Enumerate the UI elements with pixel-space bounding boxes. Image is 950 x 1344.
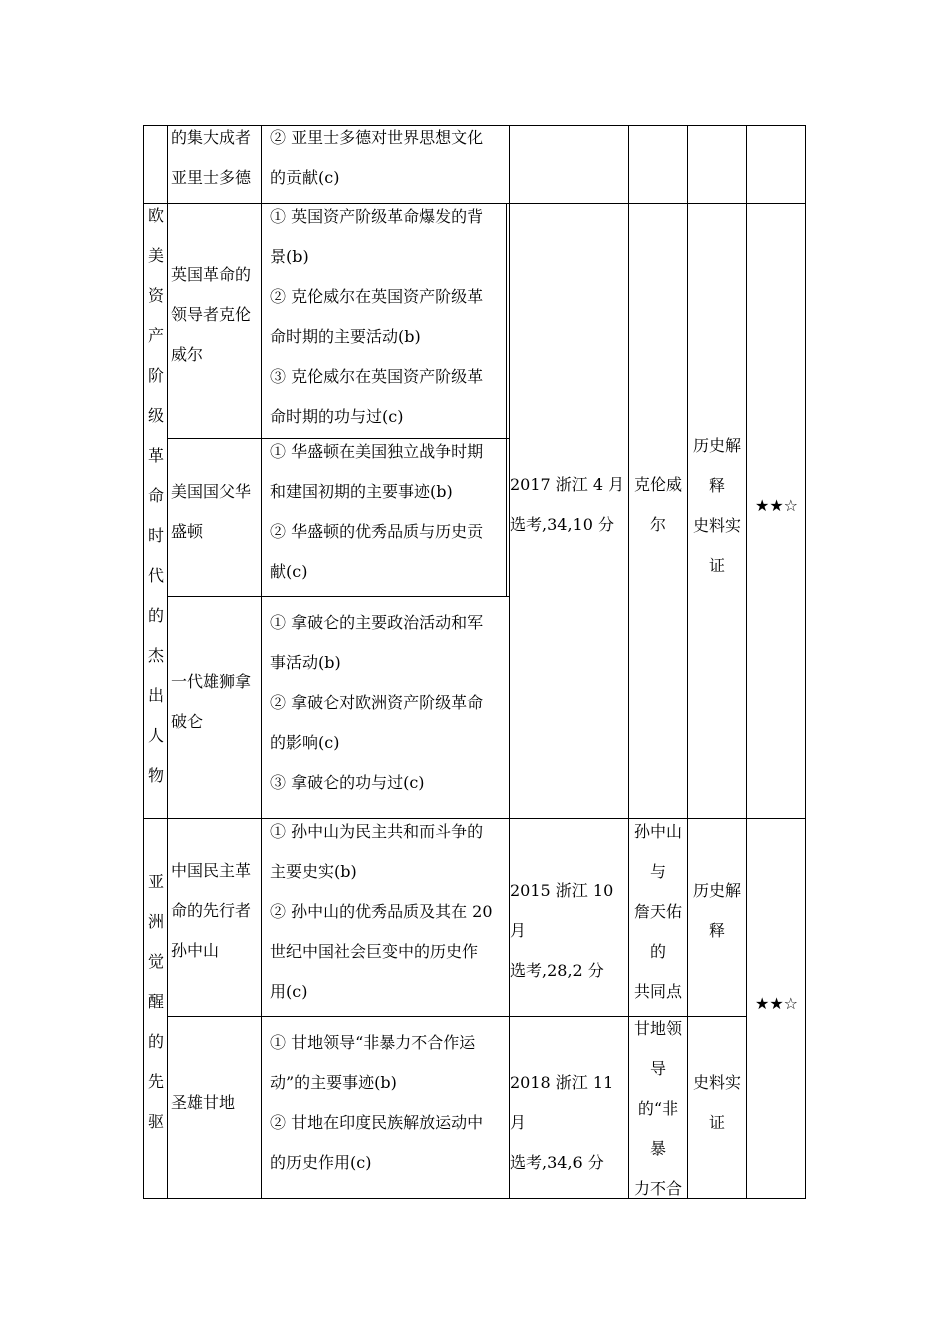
asian-exam-gandhi: 2018 浙江 11 月 选考,34,6 分 [510,1073,614,1172]
asian-req-sun: ① 孙中山为民主共和而斗争的 主要史实(b) ② 孙中山的优秀品质及其在 20 世纪中国社会巨变中的历史作 用(c) [270,822,493,1001]
asian-rating: ★★☆ [754,994,799,1013]
western-literacy: 历史解 释 史料实 证 [692,436,741,575]
western-exam: 2017 浙江 4 月 选考,34,10 分 [510,475,625,534]
asian-figure-sun: 中国民主革 命的先行者 孙中山 [171,861,252,960]
asian-focus-sun: 孙中山 与 詹天佑 的 共同点 [633,822,682,1001]
western-figure-napoleon: 一代雄狮拿 破仑 [171,672,252,731]
western-category: 欧 美 资 产 阶 级 革 命 时 代 的 杰 出 人 物 [147,206,164,785]
western-figure-cromwell: 英国革命的 领导者克伦 威尔 [171,265,252,364]
asian-category: 亚 洲 觉 醒 的 先 驱 [147,872,164,1131]
western-focus: 克伦威 尔 [633,475,682,534]
asian-figure-gandhi: 圣雄甘地 [171,1093,236,1112]
western-req-cromwell: ① 英国资产阶级革命爆发的背 景(b) ② 克伦威尔在英国资产阶级革 命时期的主要活动(b) ③ 克伦威尔在英国资产阶级革 命时期的功与过(c) [270,207,484,426]
western-figure-washington: 美国国父华 盛顿 [171,482,252,541]
western-req-napoleon: ① 拿破仑的主要政治活动和军 事活动(b) ② 拿破仑对欧洲资产阶级革命 的影响(c) ③ 拿破仑的功与过(c) [270,613,484,792]
row0-requirements: ② 亚里士多德对世界思想文化 的贡献(c) [270,128,484,187]
asian-literacy-gandhi: 史料实 证 [692,1073,741,1132]
asian-exam-sun: 2015 浙江 10 月 选考,28,2 分 [510,881,614,980]
asian-literacy-sun: 历史解 释 [692,881,741,940]
western-req-washington: ① 华盛顿在美国独立战争时期 和建国初期的主要事迹(b) ② 华盛顿的优秀品质与历史贡 献(c) [270,442,484,581]
row0-figure: 的集大成者 亚里士多德 [171,128,252,187]
asian-req-gandhi: ① 甘地领导“非暴力不合作运 动”的主要事迹(b) ② 甘地在印度民族解放运动中 的历史作用(c) [270,1033,484,1172]
western-rating: ★★☆ [754,496,799,515]
asian-focus-gandhi: 甘地领 导 的“非 暴 力不合 [633,1019,682,1198]
